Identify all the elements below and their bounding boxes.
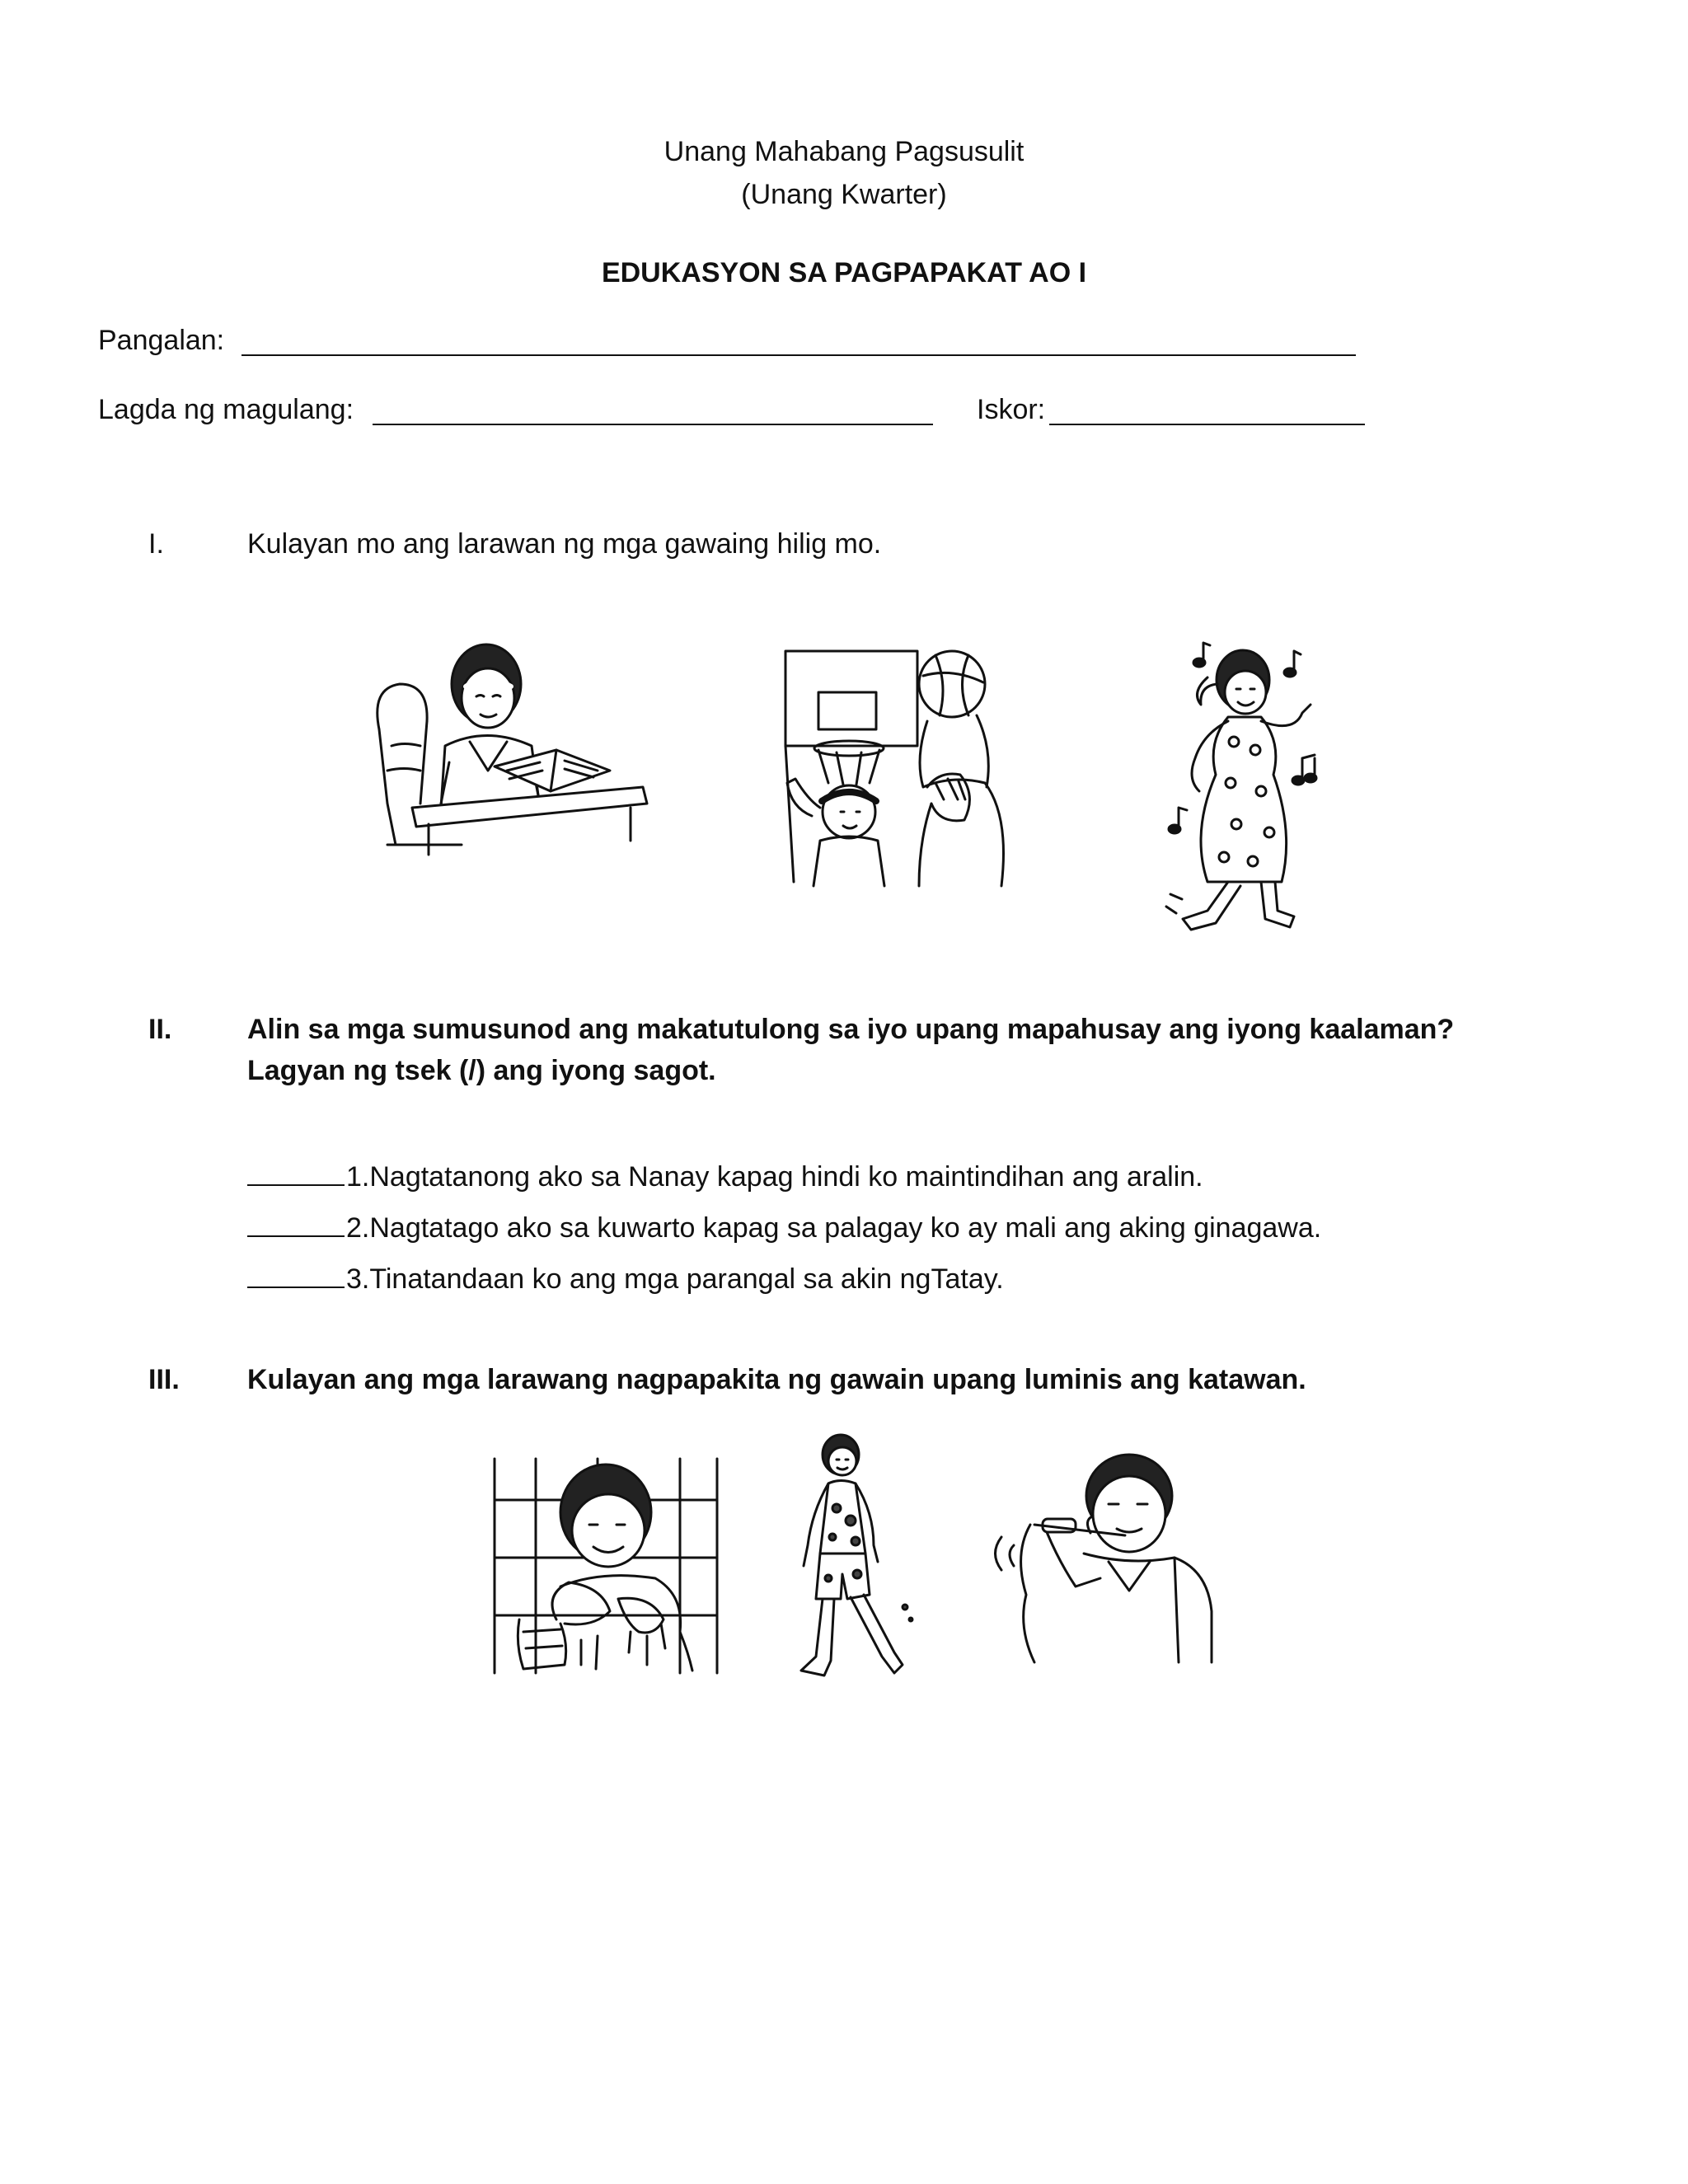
- check-blank[interactable]: [247, 1160, 345, 1186]
- basketball-illustration[interactable]: [771, 643, 1018, 890]
- score-label: Iskor:: [977, 394, 1046, 425]
- girl-dancing-illustration[interactable]: [1158, 635, 1331, 940]
- boy-walking-illustration[interactable]: [791, 1430, 940, 1685]
- check-blank[interactable]: [247, 1262, 345, 1288]
- checklist-item-text: 2.Nagtatago ako sa kuwarto kapag sa palagay ko ay mali ang aking ginagawa.: [346, 1212, 1322, 1244]
- checklist-item-text: 3.Tinatandaan ko ang mga parangal sa akin ngTatay.: [346, 1263, 1004, 1295]
- section-1-numeral: I.: [148, 528, 164, 560]
- checklist-item-text: 1.Nagtatanong ako sa Nanay kapag hindi ko maintindihan ang aralin.: [346, 1161, 1203, 1193]
- name-field[interactable]: [241, 354, 1356, 356]
- score-field[interactable]: [1049, 424, 1365, 425]
- section-2-numeral: II.: [148, 1014, 172, 1045]
- quarter-label: (Unang Kwarter): [741, 179, 947, 210]
- subject-title: EDUKASYON SA PAGPAPAKAT AO I: [601, 257, 1087, 288]
- section-3-numeral: III.: [148, 1364, 180, 1395]
- section-2-instruction-line-1: Alin sa mga sumusunod ang makatutulong sa iyo upang mapahusay ang iyong kaalaman?: [247, 1014, 1455, 1045]
- boy-bathing-illustration[interactable]: [486, 1455, 725, 1677]
- girl-reading-illustration[interactable]: [363, 639, 659, 861]
- section-2-instruction-line-2: Lagyan ng tsek (/) ang iyong sagot.: [247, 1055, 716, 1086]
- parent-signature-field[interactable]: [373, 424, 933, 425]
- checklist-item: [247, 1262, 1004, 1296]
- boy-brushing-teeth-illustration[interactable]: [985, 1446, 1224, 1669]
- test-title: Unang Mahabang Pagsusulit: [663, 136, 1025, 167]
- check-blank[interactable]: [247, 1211, 345, 1237]
- parent-signature-label: Lagda ng magulang:: [98, 394, 354, 425]
- checklist-item: [247, 1160, 1203, 1193]
- section-3-instruction: Kulayan ang mga larawang nagpapakita ng gawain upang luminis ang katawan.: [247, 1364, 1306, 1395]
- section-1-instruction: Kulayan mo ang larawan ng mga gawaing hilig mo.: [247, 528, 882, 560]
- checklist-item: [247, 1211, 1321, 1244]
- name-label: Pangalan:: [98, 325, 225, 356]
